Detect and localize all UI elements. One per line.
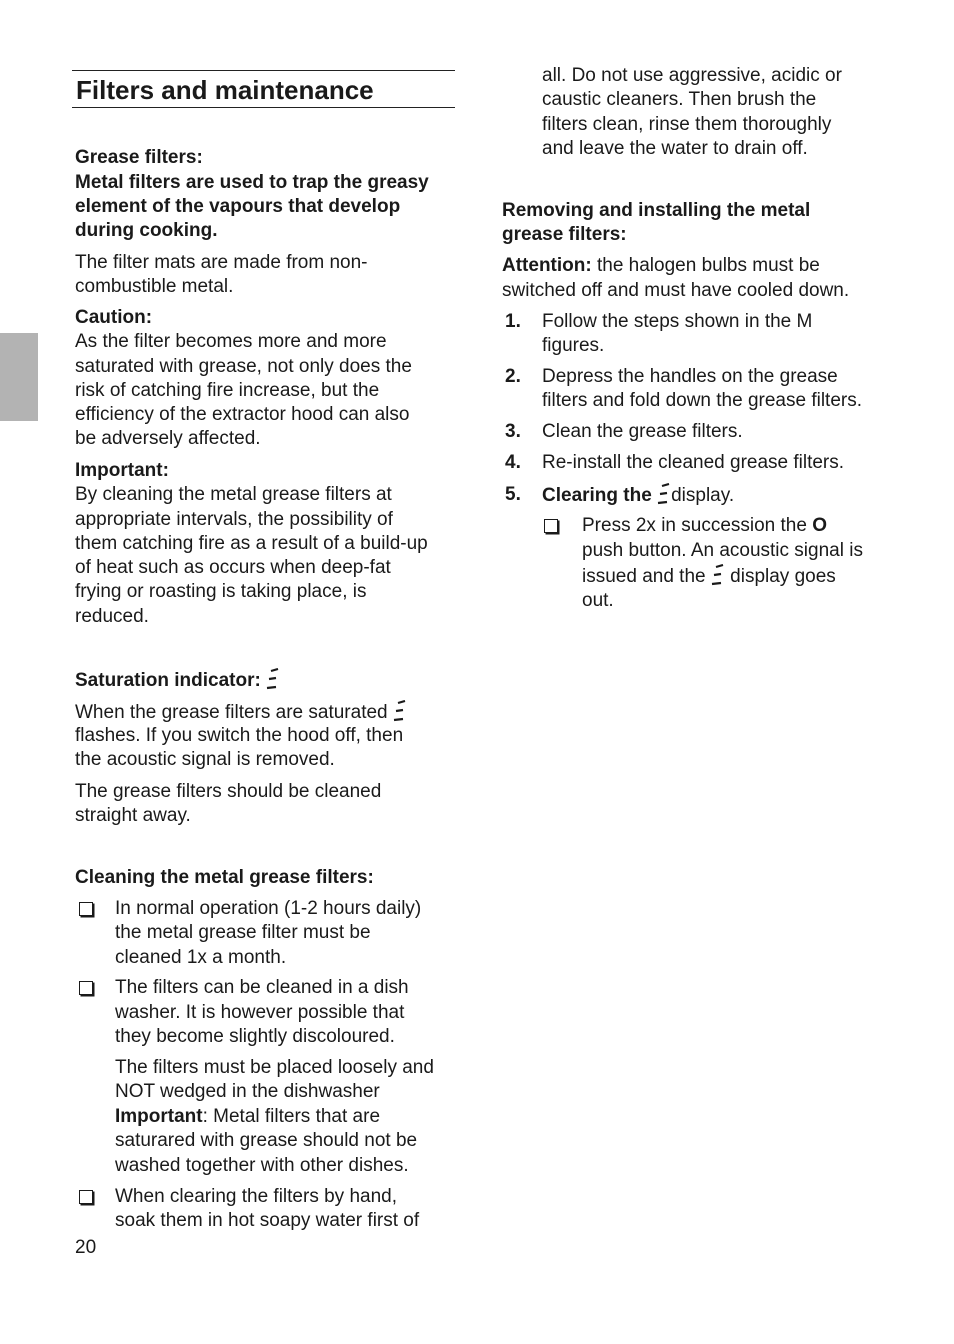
step-line: filters and fold down the grease filters.	[542, 390, 863, 411]
bullet-line: NOT wedged in the dishwasher	[115, 1081, 380, 1102]
important-line: appropriate intervals, the possibility of	[75, 509, 393, 530]
page-number: 20	[75, 1237, 97, 1258]
saturation-heading: Saturation indicator:	[75, 670, 261, 691]
step-number: 5.	[505, 484, 521, 505]
grease-intro-line: Metal filters are used to trap the greasy	[75, 172, 429, 193]
important-line: By cleaning the metal grease filters at	[75, 484, 392, 505]
checkbox-bullet-icon	[544, 519, 558, 533]
step-line: Re-install the cleaned grease filters.	[542, 452, 845, 473]
bullet-line: The filters can be cleaned in a dish	[115, 977, 409, 998]
important-line: them catching fire as a result of a build-up	[75, 533, 428, 554]
sub-step-line	[582, 514, 827, 539]
caution-line: risk of catching fire increase, but the	[75, 380, 380, 401]
bullet-line: the metal grease filter must be	[115, 922, 371, 943]
saturation-line	[75, 700, 407, 726]
bullet-line: The filters must be placed loosely and	[115, 1057, 434, 1078]
saturation-heading-line	[75, 668, 280, 694]
attention-line: switched off and must have cooled down.	[502, 280, 850, 301]
sub-step-text: issued and the	[582, 566, 706, 587]
sub-step-text: display goes	[730, 566, 836, 587]
attention-text: the halogen bulbs must be	[591, 255, 820, 276]
bullet-continuation-line: and leave the water to drain off.	[542, 138, 808, 159]
saturation-line: the acoustic signal is removed.	[75, 749, 335, 770]
bullet-continuation-line: filters clean, rinse them thoroughly	[542, 114, 832, 135]
clean-line: The grease filters should be cleaned	[75, 781, 382, 802]
bullet-line: soak them in hot soapy water first of	[115, 1210, 420, 1231]
step5-text: display.	[671, 485, 735, 506]
mats-line: combustible metal.	[75, 276, 234, 297]
title-bar	[72, 70, 455, 108]
bullet-continuation-line: all. Do not use aggressive, acidic or	[542, 65, 842, 86]
saturation-text: When the grease filters are saturated	[75, 702, 388, 723]
sub-step-line	[582, 564, 836, 590]
sub-step-line: push button. An acoustic signal is	[582, 540, 863, 561]
important-label: Important:	[75, 460, 169, 481]
caution-label: Caution:	[75, 307, 153, 328]
page-title: Filters and maintenance	[76, 75, 374, 105]
important-inline-text: : Metal filters that are	[202, 1106, 381, 1127]
bullet-line: In normal operation (1-2 hours daily)	[115, 898, 422, 919]
attention-line	[502, 254, 820, 279]
important-line: reduced.	[75, 606, 149, 627]
saturation-line: flashes. If you switch the hood off, then	[75, 725, 404, 746]
step-number: 1.	[505, 311, 521, 332]
bullet-continuation-line: caustic cleaners. Then brush the	[542, 89, 817, 110]
mats-line: The filter mats are made from non-	[75, 252, 368, 273]
important-inline-label: Important	[115, 1106, 203, 1127]
important-line: frying or roasting is taking place, is	[75, 581, 367, 602]
step-line: Clean the grease filters.	[542, 421, 743, 442]
caution-line: saturated with grease, not only does the	[75, 356, 412, 377]
o-button-label: O	[812, 515, 828, 536]
step-line	[542, 483, 734, 509]
bullet-line: When clearing the filters by hand,	[115, 1186, 397, 1207]
step-line: figures.	[542, 335, 605, 356]
section-tab-marker	[0, 333, 38, 421]
step-number: 3.	[505, 421, 521, 442]
caution-line: be adversely affected.	[75, 428, 261, 449]
caution-line: efficiency of the extractor hood can also	[75, 404, 410, 425]
saturation-indicator-icon	[711, 564, 725, 586]
clean-line: straight away.	[75, 805, 191, 826]
step-number: 4.	[505, 452, 521, 473]
sub-step-line: out.	[582, 590, 614, 611]
bullet-line: they become slightly discoloured.	[115, 1026, 395, 1047]
bullet-line: saturared with grease should not be	[115, 1130, 418, 1151]
removing-heading: Removing and installing the metal	[502, 200, 811, 221]
bullet-line: washer. It is however possible that	[115, 1002, 405, 1023]
saturation-indicator-icon	[393, 700, 407, 722]
step5-bold-text: Clearing the	[542, 485, 652, 506]
checkbox-bullet-icon	[79, 902, 93, 916]
bullet-line	[115, 1105, 380, 1130]
saturation-indicator-icon	[657, 483, 671, 505]
grease-intro-line: element of the vapours that develop	[75, 196, 401, 217]
step-number: 2.	[505, 366, 521, 387]
step-line: Depress the handles on the grease	[542, 366, 838, 387]
grease-intro-line: during cooking.	[75, 220, 218, 241]
checkbox-bullet-icon	[79, 1190, 93, 1204]
important-line: of heat such as occurs when deep-fat	[75, 557, 391, 578]
removing-heading: grease filters:	[502, 224, 627, 245]
cleaning-heading: Cleaning the metal grease filters:	[75, 867, 374, 888]
checkbox-bullet-icon	[79, 981, 93, 995]
step-line: Follow the steps shown in the M	[542, 311, 813, 332]
sub-step-text: Press 2x in succession the	[582, 515, 807, 536]
saturation-indicator-icon	[266, 668, 280, 690]
attention-label: Attention:	[502, 255, 592, 276]
caution-line: As the filter becomes more and more	[75, 331, 387, 352]
grease-heading: Grease filters:	[75, 147, 203, 168]
bullet-line: cleaned 1x a month.	[115, 947, 287, 968]
bullet-line: washed together with other dishes.	[115, 1155, 409, 1176]
